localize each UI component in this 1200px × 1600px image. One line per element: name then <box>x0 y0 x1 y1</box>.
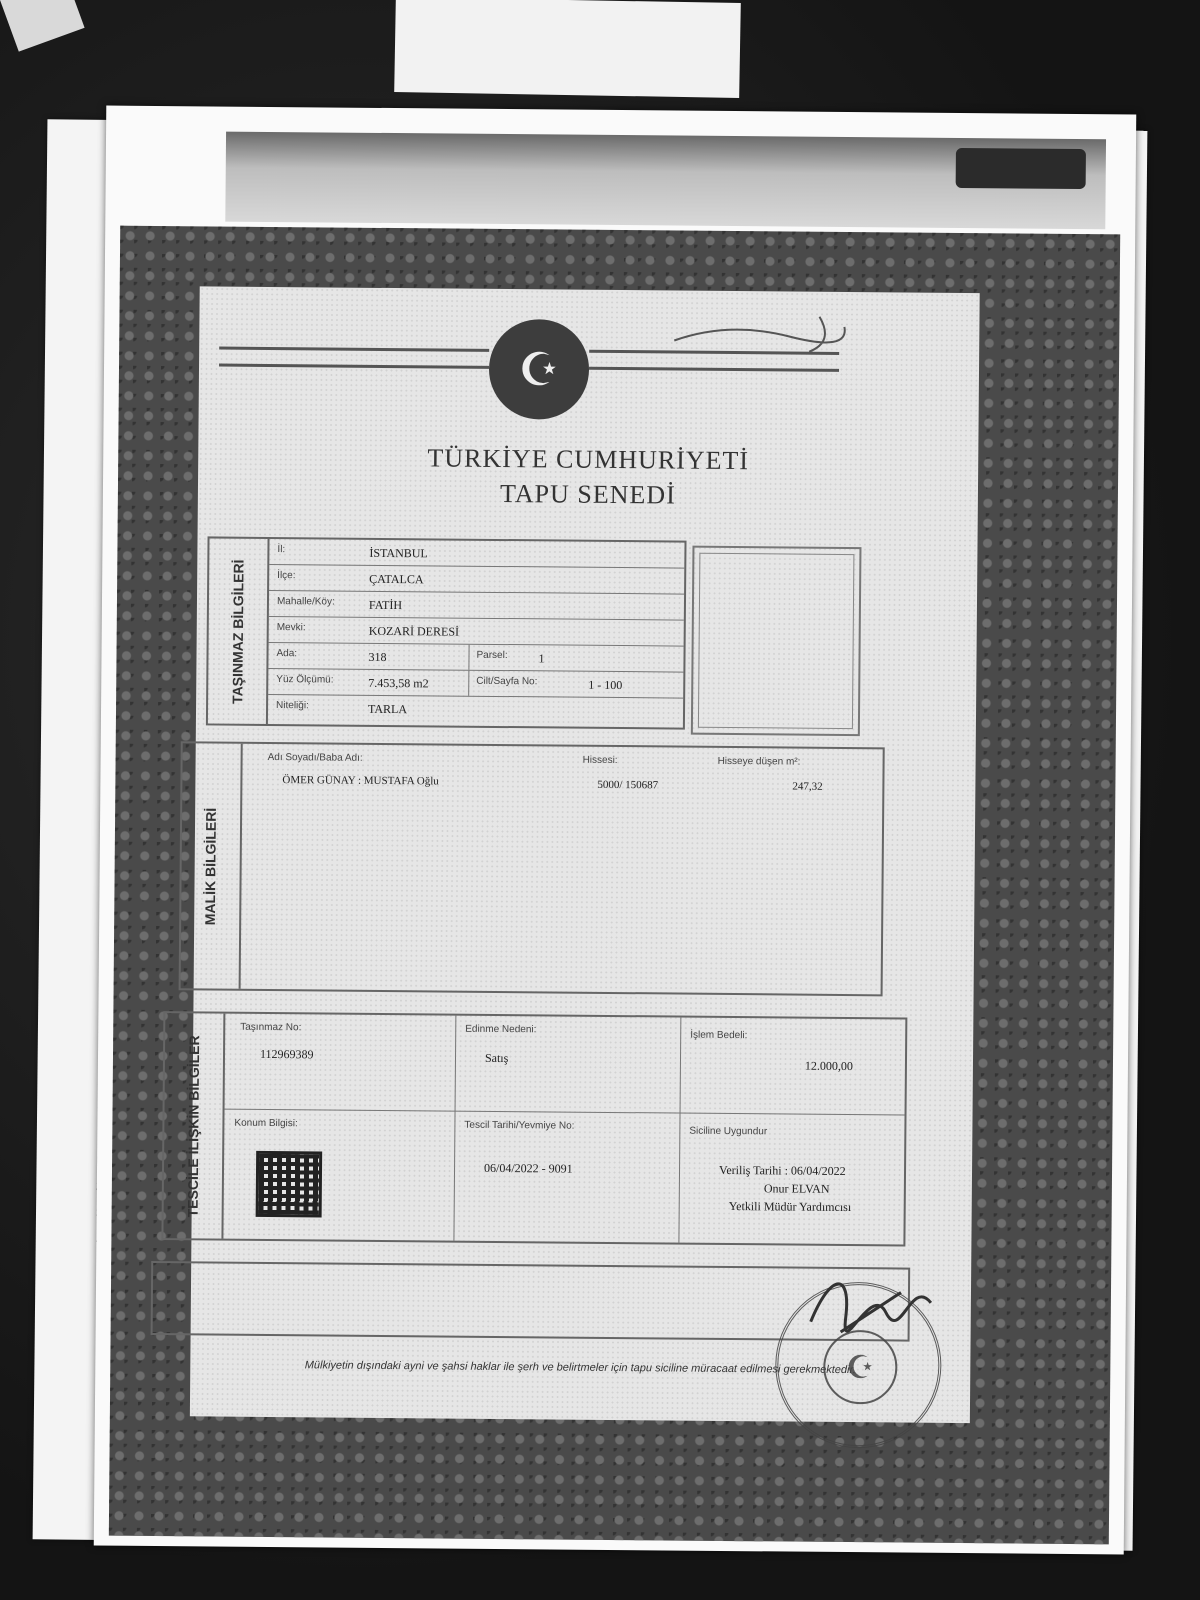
il-label: İl: <box>277 544 286 556</box>
parsel-value: 1 <box>538 651 545 666</box>
deed-title-line1: TÜRKİYE CUMHURİYETİ <box>427 443 750 476</box>
ada-value: 318 <box>368 649 387 664</box>
crescent-star-emblem-icon: ☪ <box>489 319 590 420</box>
registration-info-section <box>161 1011 907 1246</box>
title-deed <box>184 286 980 1423</box>
row-ilce <box>269 565 684 595</box>
acquisition-value: Satış <box>484 1050 509 1066</box>
mevki-value: KOZARİ DERESİ <box>368 623 460 639</box>
yuzolcumu-value: 7.453,58 m2 <box>368 675 429 691</box>
mahalle-label: Mahalle/Köy: <box>276 596 335 608</box>
cell-divider <box>678 1018 681 1243</box>
row-ada-parsel <box>268 643 683 673</box>
property-info-section <box>206 536 687 729</box>
row-mahalle <box>269 591 684 621</box>
ilce-value: ÇATALCA <box>369 571 424 587</box>
row-niteligi <box>268 695 683 724</box>
photo-top-strip <box>225 132 1106 230</box>
transaction-amount-value: 12.000,00 <box>804 1058 854 1074</box>
share-value: 5000/ 150687 <box>597 778 659 792</box>
share-label: Hissesi: <box>582 754 618 767</box>
registration-date-label: Tescil Tarihi/Yevmiye No: <box>464 1119 575 1132</box>
seal-crescent-icon: ☪ <box>823 1330 898 1405</box>
official-name: Onur ELVAN <box>763 1181 830 1196</box>
owner-info-section <box>179 741 885 996</box>
paper-scrap <box>394 0 741 98</box>
row-il <box>269 539 684 569</box>
mahalle-value: FATİH <box>368 597 403 613</box>
registration-date-value: 06/04/2022 - 9091 <box>483 1160 573 1176</box>
deed-title-line2: TAPU SENEDİ <box>499 478 676 510</box>
registry-conformity-label: Siciline Uygundur <box>689 1125 768 1138</box>
transaction-amount-label: İşlem Bedeli: <box>690 1029 748 1042</box>
header-stripe-left <box>219 347 489 369</box>
official-title: Yetkili Müdür Yardımcısı <box>728 1199 852 1215</box>
property-no-label: Taşınmaz No: <box>240 1021 302 1034</box>
owner-name-value: ÖMER GÜNAY : MUSTAFA Oğlu <box>282 774 439 788</box>
cell-divider <box>468 645 469 670</box>
owner-name-label: Adı Soyadı/Baba Adı: <box>267 751 363 764</box>
cilt-label: Cilt/Sayfa No: <box>476 675 538 688</box>
issue-date: Veriliş Tarihi : 06/04/2022 <box>718 1162 846 1179</box>
row-divider <box>225 1109 905 1116</box>
photocopy-sheet <box>94 106 1137 1555</box>
photo-label <box>956 148 1086 189</box>
footer-note: Mülkiyetin dışındaki ayni ve şahsi haklar ile şerh ve belirtmeler için tapu siciline müracaat edilmesi gerekmektedir. <box>304 1359 856 1377</box>
ada-label: Ada: <box>276 648 298 660</box>
qr-code-icon <box>259 1154 320 1215</box>
property-no-value: 112969389 <box>259 1046 314 1062</box>
owner-info-side-label: MALİK BİLGİLERİ <box>181 743 243 989</box>
cell-divider <box>468 671 469 696</box>
acquisition-label: Edinme Nedeni: <box>465 1023 537 1036</box>
registration-info-side-label: TESCİLE İLİŞKİN BİLGİLER <box>163 1013 225 1239</box>
mevki-label: Mevki: <box>276 622 306 634</box>
share-area-label: Hisseye düşen m²: <box>717 755 801 768</box>
cilt-value: 1 - 100 <box>588 677 623 693</box>
ilce-label: İlçe: <box>277 570 296 582</box>
niteligi-value: TARLA <box>367 701 408 717</box>
property-info-side-label: TAŞINMAZ BİLGİLERİ <box>208 538 270 724</box>
location-info-label: Konum Bilgisi: <box>234 1117 298 1130</box>
photo-box <box>691 546 862 736</box>
niteligi-label: Niteliği: <box>276 700 309 712</box>
row-yuzolcumu-cilt <box>268 669 683 699</box>
yuzolcumu-label: Yüz Ölçümü: <box>276 674 334 686</box>
parsel-label: Parsel: <box>476 649 508 662</box>
pen-scribble <box>669 310 849 362</box>
il-value: İSTANBUL <box>369 545 428 561</box>
cell-divider <box>453 1016 456 1241</box>
handwritten-signature <box>800 1262 941 1353</box>
row-mevki <box>269 617 684 647</box>
share-area-value: 247,32 <box>792 780 823 793</box>
